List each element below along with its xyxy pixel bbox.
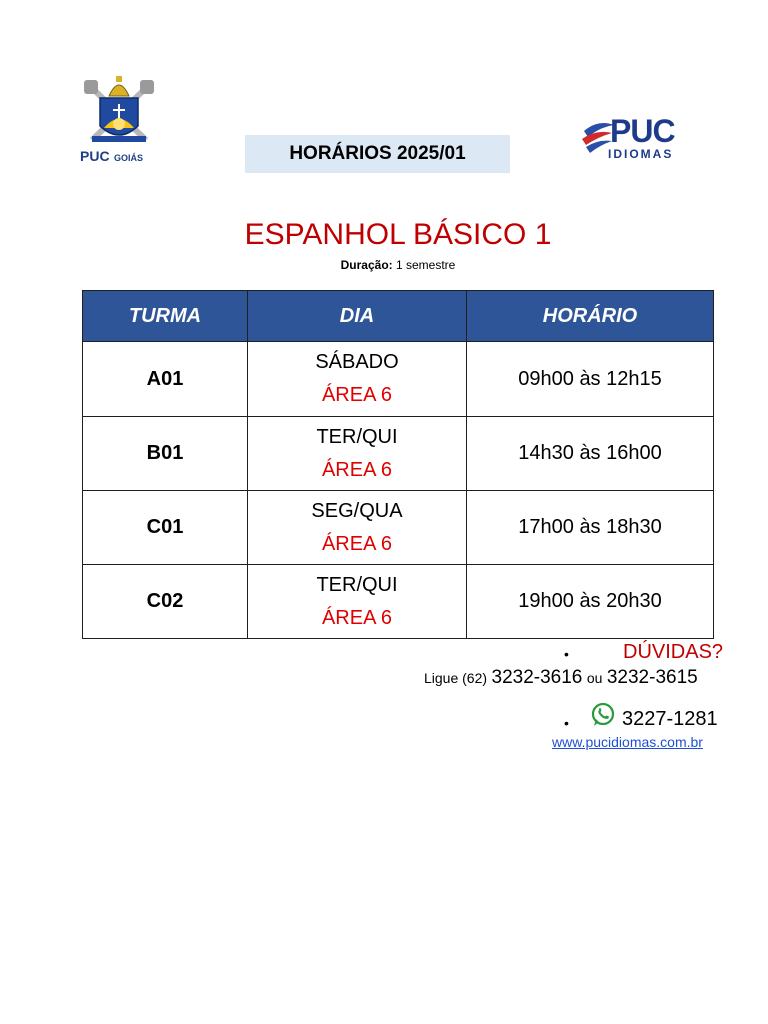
or-text: ou (586, 670, 603, 686)
dia-cell (248, 417, 467, 491)
area-text: ÁREA 6 (321, 458, 393, 481)
horario-cell: 17h00 às 18h30 (467, 491, 714, 565)
area-text: ÁREA 6 (321, 532, 393, 555)
column-header-dia: DIA (248, 291, 467, 342)
day-text: TER/QUI (316, 573, 398, 596)
puc-idiomas-wordmark: PUC (610, 113, 675, 149)
course-title: ESPANHOL BÁSICO 1 (244, 218, 552, 251)
column-header-turma: TURMA (83, 291, 248, 342)
phone-number-1[interactable]: 3232-3616 (491, 667, 583, 688)
area-text: ÁREA 6 (321, 384, 393, 406)
horario-cell: 09h00 às 12h15 (467, 342, 714, 417)
table-row (83, 565, 714, 639)
turma-cell: C01 (83, 491, 248, 565)
duration-label: Duração: (340, 258, 393, 272)
puc-idiomas-subtitle: IDIOMAS (608, 147, 674, 161)
area-text: ÁREA 6 (321, 606, 393, 629)
whatsapp-icon (590, 702, 616, 728)
turma-cell: A01 (83, 342, 248, 417)
puc-goias-wordmark: PUC GOIÁS (80, 148, 144, 164)
table-row (83, 417, 714, 491)
turma-cell: B01 (83, 417, 248, 491)
horario-cell: 14h30 às 16h00 (467, 417, 714, 491)
puc-goias-logo (80, 74, 158, 168)
website-link[interactable]: www.pucidiomas.com.br (552, 734, 703, 750)
crest-icon (80, 74, 158, 148)
day-text: TER/QUI (316, 425, 398, 448)
bullet-icon: • (564, 646, 569, 662)
phone-number-2[interactable]: 3232-3615 (606, 667, 698, 688)
horario-cell: 19h00 às 20h30 (467, 565, 714, 639)
schedule-header: HORÁRIOS 2025/01 (245, 135, 510, 173)
table-row (83, 342, 714, 417)
dia-cell (248, 491, 467, 565)
puc-idiomas-logo (582, 113, 702, 163)
table-header-row (83, 291, 714, 342)
schedule-table (82, 290, 714, 639)
course-duration (0, 258, 768, 272)
ligue-label: Ligue (62) (424, 670, 488, 686)
dia-cell (248, 342, 467, 417)
day-text: SEG/QUA (311, 499, 403, 522)
dia-cell (248, 565, 467, 639)
phone-line (424, 667, 698, 689)
whatsapp-number[interactable]: 3227-1281 (622, 708, 718, 730)
bullet-icon: • (564, 715, 569, 731)
duration-value: 1 semestre (396, 258, 456, 272)
day-text: SÁBADO (315, 351, 399, 373)
turma-cell: C02 (83, 565, 248, 639)
column-header-horario: HORÁRIO (467, 291, 714, 342)
table-row (83, 491, 714, 565)
questions-heading: DÚVIDAS? (623, 641, 724, 663)
